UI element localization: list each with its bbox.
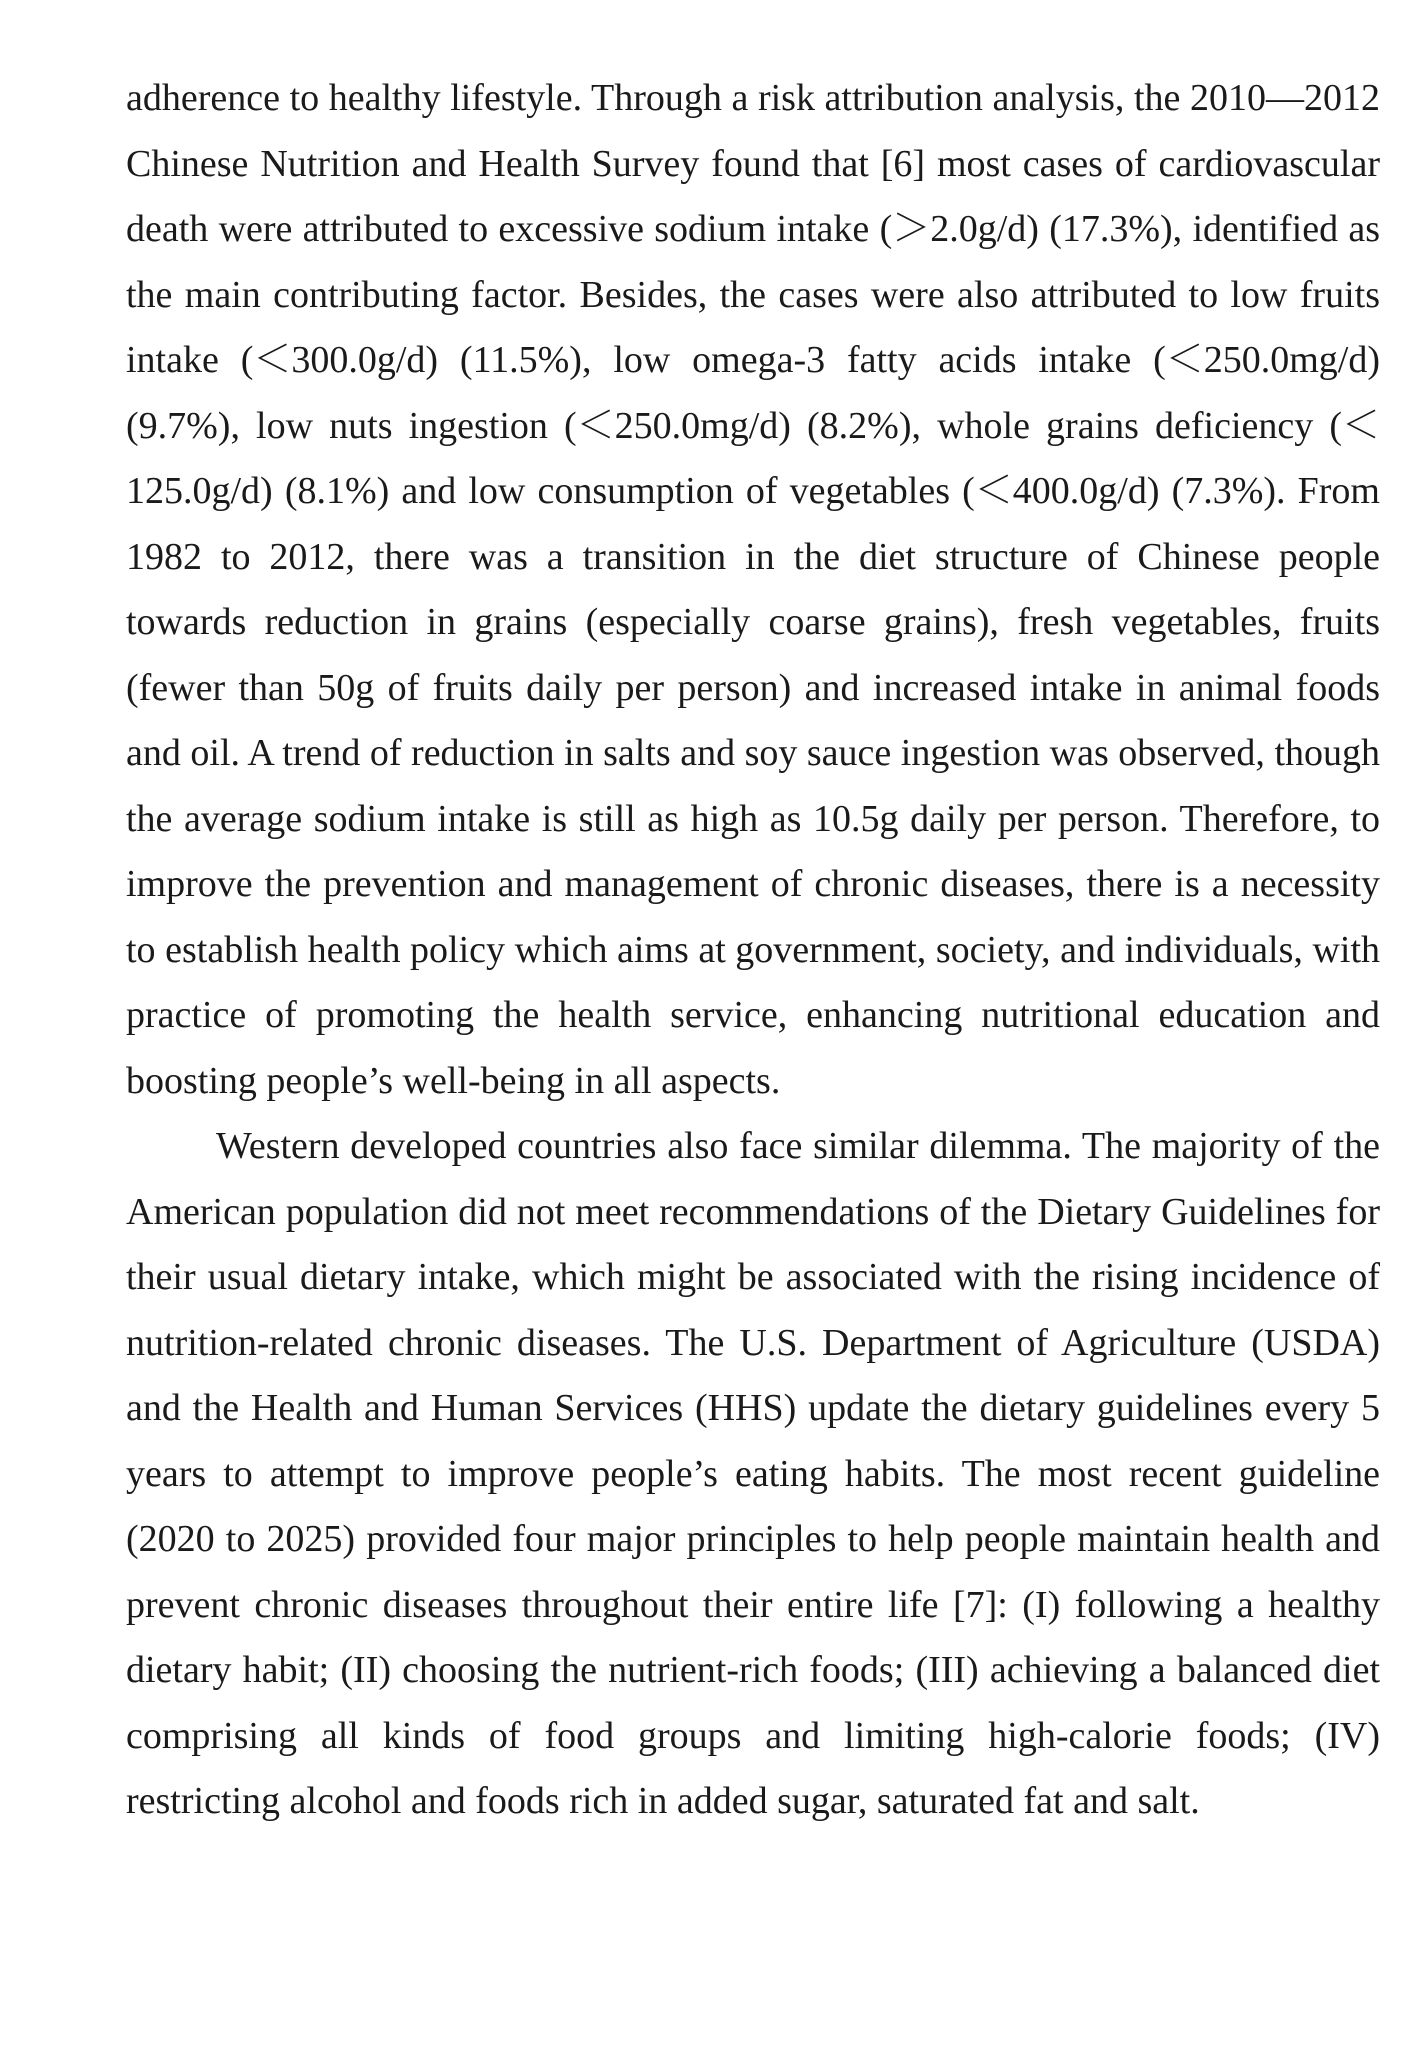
document-page [126,66,1380,1835]
paragraph-continued: adherence to healthy lifestyle. Through a risk attribution analysis, the 2010—2012 Chinese Nutrition and Health Survey found that [6] most cases of cardiovascular death were attributed to excessive sodium intake (＞2.0g/d) (17.3%), identified as the main contributing factor. Besides, the cases were also attributed to low fruits intake (＜300.0g/d) (11.5%), low omega-3 fatty acids intake (＜250.0mg/d) (9.7%), low nuts ingestion (＜250.0mg/d) (8.2%), whole grains deficiency (＜125.0g/d) (8.1%) and low consumption of vegetables (＜400.0g/d) (7.3%). From 1982 to 2012, there was a transition in the diet structure of Chinese people towards reduction in grains (especially coarse grains), fresh vegetables, fruits (fewer than 50g of fruits daily per person) and increased intake in animal foods and oil. A trend of reduction in salts and soy sauce ingestion was observed, though the average sodium intake is still as high as 10.5g daily per person. Therefore, to improve the prevention and management of chronic diseases, there is a necessity to establish health policy which aims at government, society, and individuals, with practice of promoting the health service, enhancing nutritional education and boosting people’s well-being in all aspects. [126,77,1380,1102]
paragraph-western-countries: Western developed countries also face similar dilemma. The majority of the American population did not meet recommendations of the Dietary Guidelines for their usual dietary intake, which might be associated with the rising incidence of nutrition-related chronic diseases. The U.S. Department of Agriculture (USDA) and the Health and Human Services (HHS) update the dietary guidelines every 5 years to attempt to improve people’s eating habits. The most recent guideline (2020 to 2025) provided four major principles to help people maintain health and prevent chronic diseases throughout their entire life [7]: (I) following a healthy dietary habit; (II) choosing the nutrient-rich foods; (III) achieving a balanced diet comprising all kinds of food groups and limiting high-calorie foods; (IV) restricting alcohol and foods rich in added sugar, saturated fat and salt. [126,1125,1380,1822]
